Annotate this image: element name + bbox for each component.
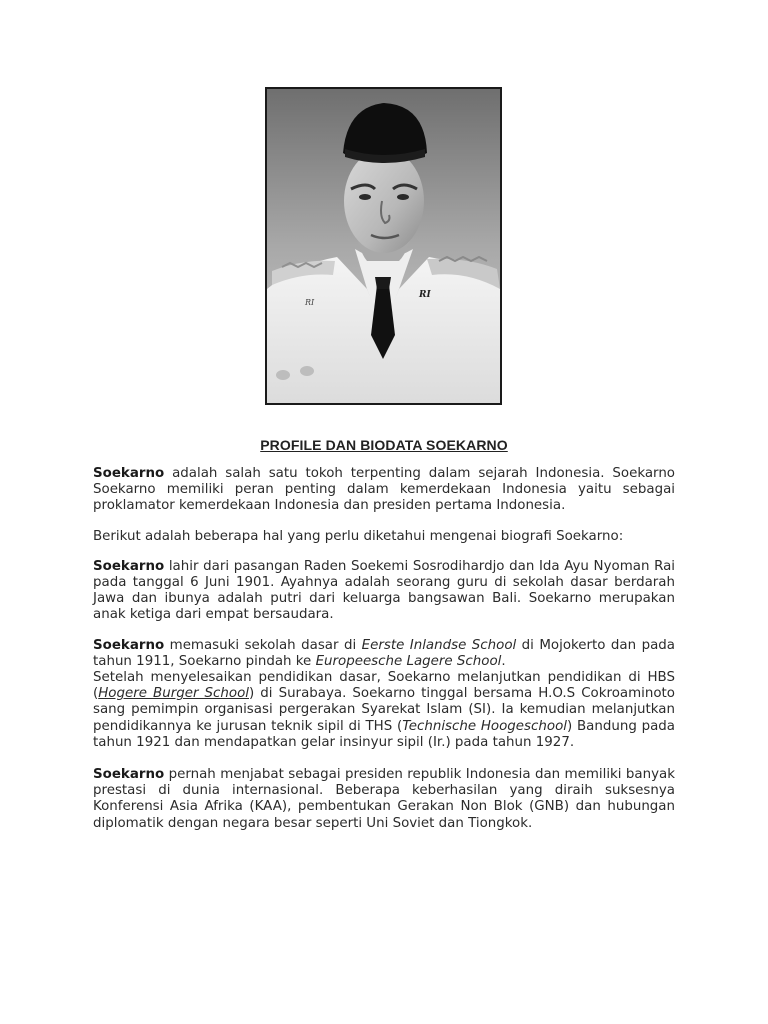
portrait-illustration — [267, 89, 500, 403]
italic-school-name: Europeesche Lagere School — [315, 653, 502, 669]
bold-name: Soekarno — [93, 558, 165, 574]
portrait-photo — [265, 87, 502, 405]
italic-school-name: Eerste Inlandse School — [361, 637, 517, 653]
bold-name: Soekarno — [93, 466, 165, 481]
page-title: PROFILE DAN BIODATA SOEKARNO — [260, 437, 508, 453]
paragraph-text: lahir dari pasangan Raden Soekemi Sosrodihardjo dan Ida Ayu Nyoman Rai pada tanggal 6 Juni 1901. Ayahnya adalah seorang guru di sekolah dasar berdarah Jawa dan ibunya adalah putri dari keluarga bangsawan Bali. Soekarno merupakan anak ketiga dari empat bersaudara. — [93, 558, 675, 623]
paragraph-text: . — [501, 653, 506, 669]
paragraph-text: Setelah menyelesaikan pendidikan dasar, Soekarno melanjutkan pendidikan di HBS ( — [93, 670, 675, 702]
paragraph-text: ) di Surabaya. Soekarno tinggal bersama H.O.S Cokroaminoto sang pemimpin organisasi pergerakan Syarekat Islam (SI). Ia kemudian melanjutkan pendidikannya ke jurusan teknik sipil di THS ( — [93, 686, 675, 734]
paragraph-presidency — [93, 767, 675, 832]
bold-name: Soekarno — [93, 637, 165, 653]
badge-right-text: RI — [419, 290, 431, 300]
document-body — [93, 466, 675, 846]
paragraph-text: pernah menjabat sebagai presiden republik Indonesia dan memiliki banyak prestasi di dunia internasional. Beberapa keberhasilan yang diraih suksesnya Konferensi Asia Afrika (KAA), pembentukan Gerakan Non Blok (GNB) dan hubungan diplomatik dengan negara besar seperti Uni Soviet dan Tiongkok. — [93, 767, 675, 831]
bold-name: Soekarno — [93, 767, 165, 783]
paragraph-lead-in — [93, 529, 675, 545]
paragraph-text: ) Bandung pada tahun 1921 dan mendapatkan gelar insinyur sipil (Ir.) pada tahun 1927. — [93, 718, 675, 750]
paragraph-text: di Mojokerto dan pada tahun 1911, Soekarno pindah ke — [93, 637, 675, 669]
paragraph-text: Berikut adalah beberapa hal yang perlu diketahui mengenai biografi Soekarno: — [93, 528, 624, 544]
underlined-school-name: Hogere Burger School — [98, 686, 249, 702]
badge-left-text: RI — [305, 298, 315, 307]
paragraph-text: memasuki sekolah dasar di — [164, 637, 362, 653]
italic-school-name: Technische Hoogeschool — [402, 718, 567, 734]
paragraph-intro — [93, 466, 675, 515]
paragraph-birth — [93, 559, 675, 624]
paragraph-text: adalah salah satu tokoh terpenting dalam sejarah Indonesia. Soekarno Soekarno memiliki peran penting dalam kemerdekaan Indonesia yaitu sebagai proklamator kemerdekaan Indonesia dan presiden pertama Indonesia. — [93, 466, 675, 514]
paragraph-education — [93, 638, 675, 751]
